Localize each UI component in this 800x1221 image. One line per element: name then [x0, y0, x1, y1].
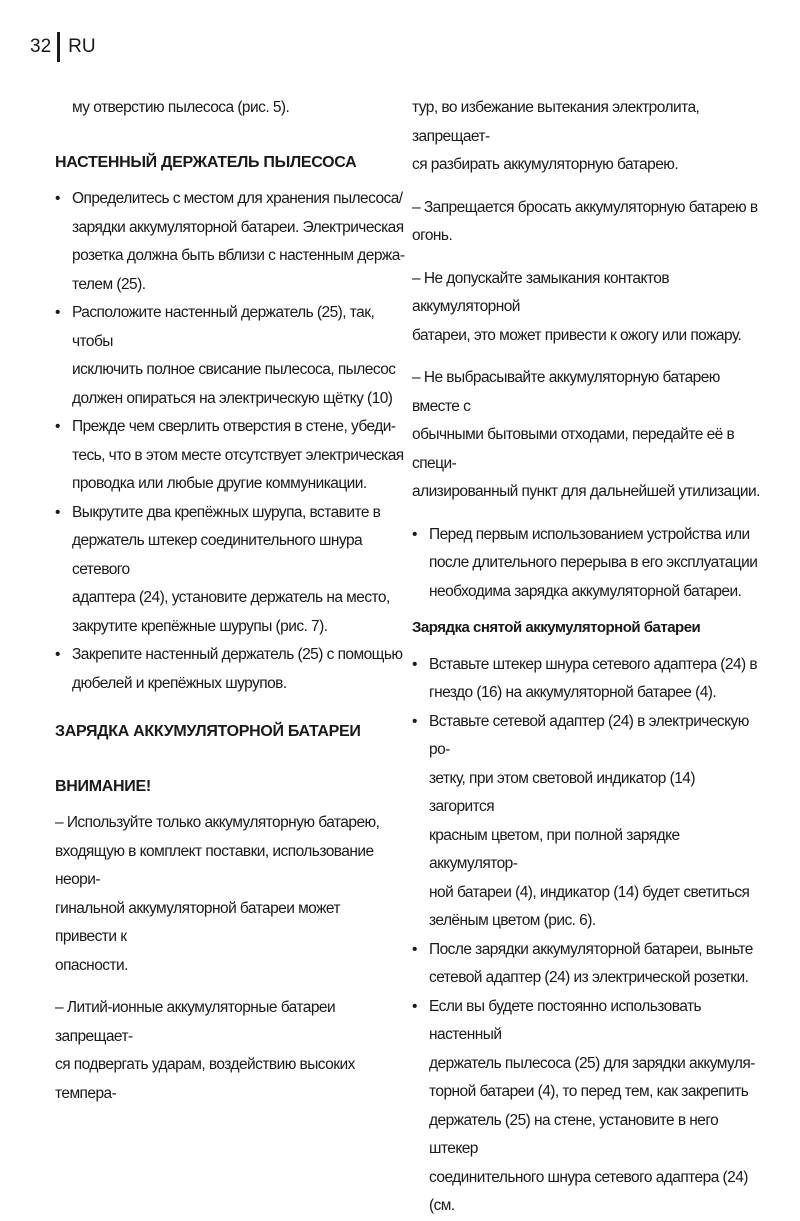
list-item	[55, 185, 405, 299]
text-line: держатель (25) на стене, установите в него штекер	[429, 1111, 719, 1157]
text-line: Прежде чем сверлить отверстия в стене, убеди-	[72, 418, 396, 435]
text-line: необходима зарядка аккумуляторной батареи.	[429, 582, 742, 600]
text-line: Закрепите настенный держатель (25) с помощью	[72, 646, 403, 663]
warning-heading: ВНИМАНИЕ!	[55, 777, 151, 795]
text-line: – Литий-ионные аккумуляторные батареи запрещает-	[55, 999, 336, 1045]
intro-paragraph	[55, 94, 405, 123]
text-line: опасности.	[55, 956, 128, 974]
text-line: батареи, это может привести к ожогу или пожару.	[412, 326, 742, 344]
text-line: ной батареи (4), индикатор (14) будет светиться	[429, 883, 750, 901]
text-line: – Не допускайте замыкания контактов аккумуляторной	[412, 269, 670, 315]
text-line: адаптера (24), установите держатель на место,	[72, 589, 390, 606]
text-line: Если вы будете постоянно использовать настенный	[429, 997, 702, 1043]
text-line: Определитесь с местом для хранения пылесоса/	[72, 190, 403, 207]
warning-paragraph-2	[55, 994, 405, 1108]
list-item	[55, 299, 405, 413]
header-divider	[57, 32, 60, 62]
text-line: После зарядки аккумуляторной батареи, выньте	[429, 940, 753, 958]
text-line: красным цветом, при полной зарядке аккумулятор-	[429, 826, 680, 872]
text-line: Выкрутите два крепёжных шурупа, вставите в	[72, 503, 381, 521]
text-line: Вставьте штекер шнура сетевого адаптера (24) в	[429, 655, 758, 673]
text-line: обычными бытовыми отходами, передайте её в специ-	[412, 426, 735, 472]
text-line: держатель штекер соединительного шнура сетевого	[72, 532, 363, 578]
text-line: после длительного перерыва в его эксплуатации	[429, 554, 758, 571]
text-line: розетка должна быть вблизи с настенным держа-	[72, 247, 405, 264]
list-item	[412, 521, 762, 607]
text-line: му отверстию пылесоса (рис. 5).	[72, 99, 290, 116]
text-line: – Запрещается бросать аккумуляторную батарею в	[412, 198, 758, 216]
text-line: ализированный пункт для дальнейшей утилизации.	[412, 483, 760, 500]
text-line: зарядки аккумуляторной батареи. Электрическая	[72, 218, 404, 236]
text-line: Расположите настенный держатель (25), так, чтобы	[72, 304, 375, 350]
charging-steps-list	[412, 651, 762, 1221]
text-line: сетевой адаптер (24) из электрической розетки.	[429, 969, 749, 986]
list-item	[412, 936, 762, 993]
text-line: гнездо (16) на аккумуляторной батарее (4).	[429, 684, 717, 701]
list-item	[412, 708, 762, 936]
warning-short-circuit-paragraph	[412, 265, 762, 351]
section-heading-charging: ЗАРЯДКА АККУМУЛЯТОРНОЙ БАТАРЕИ	[55, 723, 361, 740]
text-line: проводка или любые другие коммуникации.	[72, 475, 367, 492]
warning-fire-paragraph	[412, 194, 762, 251]
left-column	[55, 94, 405, 1108]
wall-holder-list	[55, 185, 405, 698]
list-item	[55, 413, 405, 499]
text-line: входящую в комплект поставки, использование неори-	[55, 842, 374, 888]
list-item	[55, 499, 405, 642]
text-line: тур, во избежание вытекания электролита, запрещает-	[412, 99, 700, 145]
section-heading-wall-holder: НАСТЕННЫЙ ДЕРЖАТЕЛЬ ПЫЛЕСОСА	[55, 153, 357, 171]
text-line: закрутите крепёжные шурупы (рис. 7).	[72, 617, 328, 635]
text-line: Вставьте сетевой адаптер (24) в электрическую ро-	[429, 712, 749, 758]
page-number: 32	[30, 36, 52, 57]
list-item	[412, 993, 762, 1221]
list-item	[412, 651, 762, 708]
text-line: тесь, что в этом месте отсутствует электрическая	[72, 446, 404, 464]
text-line: держатель пылесоса (25) для зарядки аккумуля-	[429, 1054, 755, 1072]
text-line: – Не выбрасывайте аккумуляторную батарею вместе с	[412, 369, 720, 415]
text-line: ся подвергать ударам, воздействию высоких темпера-	[55, 1056, 355, 1102]
language-code: RU	[68, 36, 96, 57]
text-line: торной батареи (4), то перед тем, как закрепить	[429, 1083, 749, 1100]
text-line: огонь.	[412, 227, 453, 244]
subheading-removed-battery: Зарядка снятой аккумуляторной батареи	[412, 619, 701, 636]
text-line: дюбелей и крепёжных шурупов.	[72, 674, 287, 692]
warning-disposal-paragraph	[412, 364, 762, 507]
right-column	[412, 94, 762, 1221]
text-line: Перед первым использованием устройства или	[429, 525, 750, 543]
text-line: телем (25).	[72, 275, 146, 293]
page-header	[30, 34, 96, 60]
text-line: – Используйте только аккумуляторную батарею,	[55, 814, 380, 831]
list-item	[55, 641, 405, 698]
text-line: зетку, при этом световой индикатор (14) загорится	[429, 769, 695, 815]
first-use-list	[412, 521, 762, 607]
warning-paragraph-1	[55, 809, 405, 980]
text-line: должен опираться на электрическую щётку (10)	[72, 389, 393, 407]
text-line: зелёным цветом (рис. 6).	[429, 912, 596, 929]
paragraph-continuation	[412, 94, 762, 180]
text-line: соединительного шнура сетевого адаптера (24) (см.	[429, 1168, 748, 1214]
text-line: исключить полное свисание пылесоса, пылесос	[72, 361, 396, 378]
text-line: ся разбирать аккумуляторную батарею.	[412, 156, 679, 173]
text-line: гинальной аккумуляторной батареи может привести к	[55, 899, 341, 945]
